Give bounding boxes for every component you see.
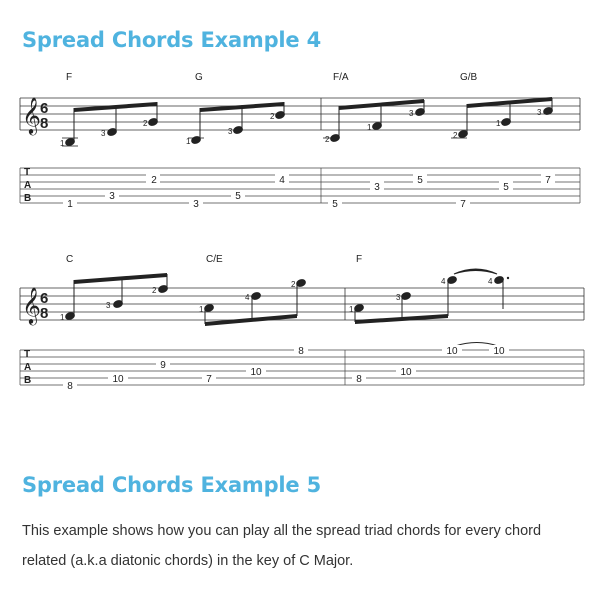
music-score-system-2: [0, 246, 600, 394]
tab-fret-number: 7: [206, 374, 212, 385]
tab-label-a: A: [24, 362, 32, 373]
tab-fret-number: 4: [279, 175, 285, 186]
fingering-number: 3: [409, 109, 414, 118]
tab-label-t: T: [24, 167, 31, 178]
fingering-number: 2: [270, 112, 275, 121]
tab-fret-number: 8: [356, 374, 362, 385]
tab-fret-number: 5: [235, 191, 241, 202]
fingering-number: 2: [325, 135, 330, 144]
tab-fret-number: 8: [298, 346, 304, 357]
time-signature-top: 6: [40, 290, 49, 307]
chord-name-g: G: [195, 72, 203, 83]
section-heading-example-4: Spread Chords Example 4: [22, 28, 321, 52]
tab-fret-number: 10: [400, 367, 412, 378]
fingering-number: 2: [143, 119, 148, 128]
chord-name-g-over-b: G/B: [460, 72, 478, 83]
tab-label-b: B: [24, 375, 32, 386]
tab-fret-number: 3: [374, 182, 380, 193]
fingering-number: 4: [488, 277, 493, 286]
tab-fret-number: 10: [493, 346, 505, 357]
fingering-number: 3: [396, 293, 401, 302]
tab-fret-number: 5: [332, 199, 338, 210]
fingering-number: 3: [228, 127, 233, 136]
tab-fret-number: 3: [193, 199, 199, 210]
tab-fret-number: 5: [503, 182, 509, 193]
tab-fret-number: 1: [67, 199, 73, 210]
music-score-system-1: [0, 62, 600, 210]
time-signature-bottom: 8: [40, 305, 49, 322]
chord-name-f: F: [356, 254, 363, 265]
tab-fret-number: 7: [545, 175, 551, 186]
fingering-number: 3: [101, 129, 106, 138]
tab-label-t: T: [24, 349, 31, 360]
paragraph-line: related (a.k.a diatonic chords) in the key of C Major.: [22, 553, 354, 569]
fingering-number: 1: [496, 119, 501, 128]
chord-name-f-over-a: F/A: [333, 72, 349, 83]
fingering-number: 1: [186, 137, 191, 146]
section-heading-example-5: Spread Chords Example 5: [22, 473, 321, 497]
fingering-number: 3: [537, 108, 542, 117]
paragraph-line: This example shows how you can play all the spread triad chords for every chord: [22, 523, 542, 539]
standard-staff: [20, 288, 584, 320]
tab-fret-number: 10: [112, 374, 124, 385]
fingering-number: 1: [60, 139, 65, 148]
tab-fret-number: 3: [109, 191, 115, 202]
chord-name-c: C: [66, 254, 74, 265]
tab-label-a: A: [24, 180, 32, 191]
time-signature-top: 6: [40, 100, 49, 117]
chord-name-f: F: [66, 72, 73, 83]
tab-fret-number: 9: [160, 360, 166, 371]
tab-fret-number: 8: [67, 381, 73, 392]
time-signature-bottom: 8: [40, 115, 49, 132]
fingering-number: 1: [60, 313, 65, 322]
fingering-number: 2: [152, 286, 157, 295]
fingering-number: 2: [291, 280, 296, 289]
tab-fret-number: 2: [151, 175, 157, 186]
tab-fret-number: 10: [250, 367, 262, 378]
fingering-number: 3: [106, 301, 111, 310]
chord-name-c-over-e: C/E: [206, 254, 223, 265]
treble-clef-icon: 𝄞: [22, 287, 41, 323]
tab-fret-number: 7: [460, 199, 466, 210]
fingering-number: 1: [349, 305, 354, 314]
treble-clef-icon: 𝄞: [22, 97, 41, 133]
tab-fret-number: 10: [446, 346, 458, 357]
fingering-number: 2: [453, 131, 458, 140]
fingering-number: 4: [245, 293, 250, 302]
tab-staff: [20, 168, 580, 203]
tab-label-b: B: [24, 193, 32, 204]
fingering-number: 1: [367, 123, 372, 132]
tab-fret-number: 5: [417, 175, 423, 186]
fingering-number: 4: [441, 277, 446, 286]
fingering-number: 1: [199, 305, 204, 314]
